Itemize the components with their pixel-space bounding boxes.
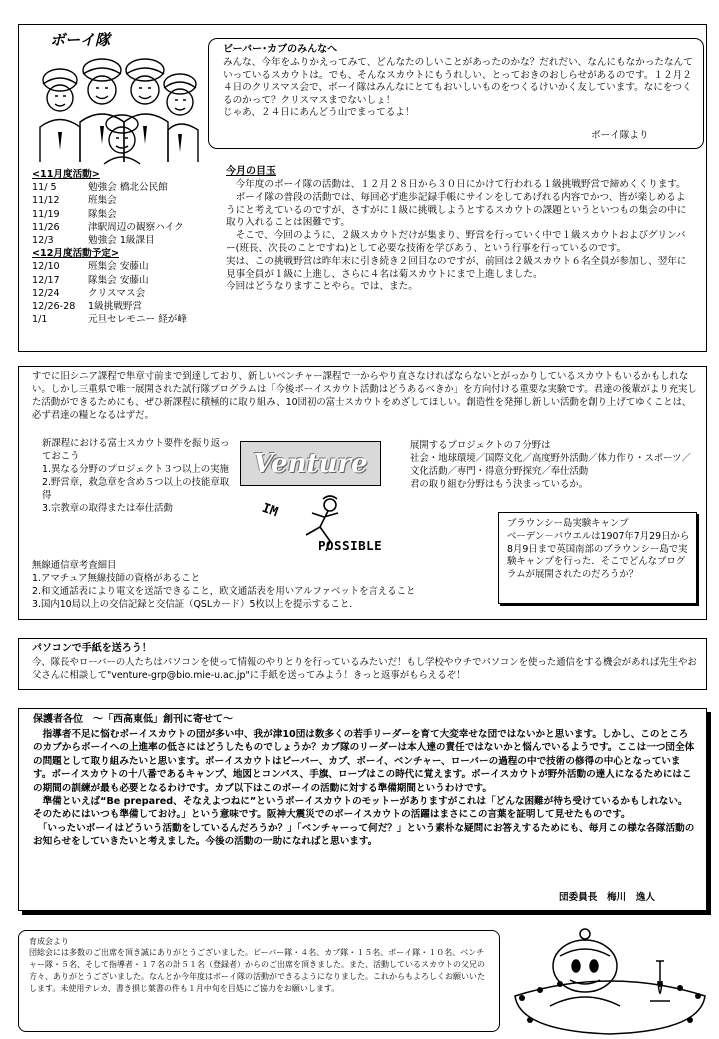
pc-letter-section (18, 638, 707, 690)
december-schedule-list (32, 260, 222, 326)
schedule-date: 11/19 (32, 208, 60, 220)
schedule-date: 12/24 (32, 287, 60, 299)
schedule-date: 11/12 (32, 195, 60, 207)
schedule-event: 1級挑戦野営 (88, 301, 143, 313)
focus-heading: 今月の目玉 (226, 166, 276, 177)
schedule-event: 津駅周辺の観察ハイク (88, 221, 184, 233)
brownsea-text: ブラウンシー島実験キャンプ ベーデン－パウエルは1907年7月29日から8月9日まで英国南部のブラウンシー島で実験キャンプを行った．そこでどんなプログラムが展開されたのだろうか？ (507, 518, 690, 581)
venture-intro: すでに旧シニア課程で隼章寸前まで到達しており、新しいベンチャー課程で一からやり直さなければならないとがっかりしているスカウトもいるかもしれない。しかし三重県で唯一展開された試行隊プログラムは「今後ボーイスカウト活動はどうあるべきか」を方向付ける重要な実験です。君達の後輩がより充実した活動ができるためにも、ぜひ新課程に積極的に取り組み、10団初の富士スカウトをめざしてほしい。創造性を発揮し新しい活動を創り上げてゆくことは、必ず君達の糧となるはずだ。 (32, 371, 697, 421)
schedule-event: 班集会 安藤山 (88, 261, 149, 273)
schedule-date: 12/17 (32, 274, 60, 286)
schedule-date: 12/10 (32, 261, 60, 273)
boy-title: ボーイ隊 (50, 31, 111, 49)
schedule-row (32, 221, 222, 234)
schedule-event: 勉強会 橋北公民館 (88, 182, 168, 194)
schedule-row (32, 287, 222, 300)
schedule-event: 隊集会 (88, 208, 117, 220)
schedule (32, 168, 222, 326)
im-text: IM (259, 500, 280, 521)
november-schedule-heading: <11月度活動> (32, 169, 100, 180)
parents-section (18, 708, 707, 911)
radio-badge-requirements: 無線通信章考査細目 1.アマチュア無線技師の資格があること 2.和文通話表により電文を送話できること，欧文通話表を用いアルファベットを言えること 3.国内10局以上の交信記録と交信証（QSLカード）5枚以上を提示すること． (32, 560, 416, 610)
november-schedule-list (32, 181, 222, 247)
schedule-row (32, 313, 222, 326)
schedule-date: 11/ 5 (32, 182, 57, 194)
venture-logo-box (240, 441, 381, 486)
parents-heading: 保護者各位 ～「西高東低」創刊に寄せて～ (33, 714, 233, 725)
schedule-event: クリスマス会 (88, 287, 146, 299)
editor-body: 団総会には多数のご出席を頂き誠にありがとうございました。ビーバー隊・４名、カブ隊・１５名、ボーイ隊・１０名、ベンチャー隊・５名、そして指導者・１７名の計５１名（登録者）からのご出席を頂きました。また、活動しているスカウトの父兄の方々、ありがとうございました。なんとか今年度はボーイ隊の活動ができるようになりました。これからもよろしくお願いいたします。未使用テレカ、書き損じ葉書の件も１月中旬を目処にご協力をお願いします。 (29, 948, 485, 993)
editor-section (18, 930, 500, 1032)
schedule-date: 12/26-28 (32, 301, 76, 313)
parents-body: 指導者不足に悩むボーイスカウトの団が多い中、我が津10団は数多くの若手リーダーを育て大変幸せな団ではないかと思います。しかし、このところのカブからボーイへの上進率の低さにはどうしたものでしょうか？カブ隊のリーダーは本人達の責任ではないかと悩んでいるようです。ここは一つ団全体の問題として取り組みたいと思います。ボーイスカウトはビーバー、カブ、ボーイ、ベンチャー、ローバーの過程の中で技術の修得の中心となっています。ボーイスカウトの十八番であるキャンプ、地図とコンパス、手旗、ロープはこの時代に覚えます。ボーイスカウトが野外活動の達人になるためにはこの期間の訓練が最も必要となるわけです。カブ以下はこのボーイの活動に対する準備期間というわけです。 準備といえば“Be prepared、そなえよつねに”というボーイスカウトのモットーがありますがこれは「どんな困難が待ち受けているかもしれない。そのためにはいつも準備しておけ。」という意味です。阪神大震災でのボーイスカウトの活躍はまさにこの言葉を証明して見せたものです。 「いったいボーイはどういう活動をしているんだろうか？」「ベンチャーって何だ？」という素朴な疑問にお答えするためにも、毎月この様な各隊活動のお知らせをしていきたいと考えました。今後の活動の一助になればと思います。 (33, 729, 695, 848)
schedule-row (32, 300, 222, 313)
possible-text: POSSIBLE (318, 538, 383, 553)
notice-heading: ビーバー･カブのみんなへ (223, 44, 338, 55)
venture-logo-text: Venture (253, 449, 368, 479)
pc-letter-body: 今、隊長やローバーの人たちはパソコンを使って情報のやりとりを行っているみたいだ！もし学校やウチでパソコンを使った通信をする機会があれば先生やお父さんに相談して"venture-grp@bio.mie-u.ac.jp"に手紙を送ってみよう！きっと返事がもらえるぞ！ (32, 657, 697, 681)
pc-letter-heading: パソコンで手紙を送ろう！ (32, 643, 152, 654)
focus-body: 今年度のボーイ隊の活動は、１２月２８日から３０日にかけて行われる１級挑戦野営で締めくくります。 ボーイ隊の普段の活動では、毎回必ず進歩記録手帳にサインをしてあげれる内容でかつ、皆が楽しめるようにと考えているのですが、さすがに１級に挑戦しようとするスカウトの課題というといつもの集会の中に取り入れることは困難です。 そこで、今回のように、２級スカウトだけが集まり、野営を行っていく中で１級スカウトおよびグリンバー(班長、次長のことですね)として必要な技術を学びあう、という行事を行っているのです。 実は、この挑戦野営は昨年末に引き続き２回目なのですが、前回は２級スカウト６名全員が参加し、翌年に見事全員が１級に上進し、さらに４名は菊スカウトにまで上進しました。 今回はどうなりますことやら。では、また。 (226, 179, 687, 293)
schedule-row (32, 208, 222, 221)
schedule-row (32, 274, 222, 287)
fuji-requirements: 新課程における富士スカウト要件を振り返っておこう 1.異なる分野のプロジェクト３つ以上の実施 2.野営章，救急章を含め５つ以上の技能章取得 3.宗教章の取得または奉仕活動 (42, 438, 230, 514)
brownsea-box (498, 512, 697, 604)
schedule-row (32, 194, 222, 207)
schedule-event: 勉強会 1級課目 (88, 235, 155, 247)
schedule-date: 11/26 (32, 221, 60, 233)
schedule-event: 隊集会 安藤山 (88, 274, 149, 286)
onsen-character-illustration (510, 926, 710, 1036)
schedule-event: 元旦セレモニー 経が峰 (88, 314, 187, 326)
schedule-row (32, 181, 222, 194)
notice-body: みんな、今年をふりかえってみて、どんなたのしいことがあったのかな？だれだい、なんにもなかったなんていっているスカウトは。でも、そんなスカウトにもうれしい、とっておきのおしらせがあるのです。１２月２４日のクリスマス会で、ボーイ隊はみんなにとてもおいしいものをつくるけいかく友しています。なにをつくるのかって？クリスマスまでないしょ！ じゃあ、２４日にあんどう山でまってるよ！ (223, 57, 693, 119)
editor-heading: 育成会より (29, 937, 69, 946)
scouts-illustration (30, 52, 205, 167)
schedule-date: 1/1 (32, 314, 48, 326)
december-schedule-heading: <12月度活動予定> (32, 248, 119, 260)
notice-sign: ボーイ隊より (591, 130, 649, 141)
parents-sign: 団委員長 梅川 逸人 (559, 892, 655, 903)
schedule-date: 12/3 (32, 235, 54, 247)
schedule-row (32, 234, 222, 247)
schedule-row (32, 260, 222, 273)
notice-box (208, 38, 704, 149)
schedule-event: 班集会 (88, 195, 117, 207)
project-fields: 展開するプロジェクトの７分野は 社会・地球環境／国際文化／高度野外活動／体力作り・スポーツ／文化活動／専門・得意分野探究／奉仕活動 君の取り組む分野はもう決まっているか。 (410, 440, 691, 490)
